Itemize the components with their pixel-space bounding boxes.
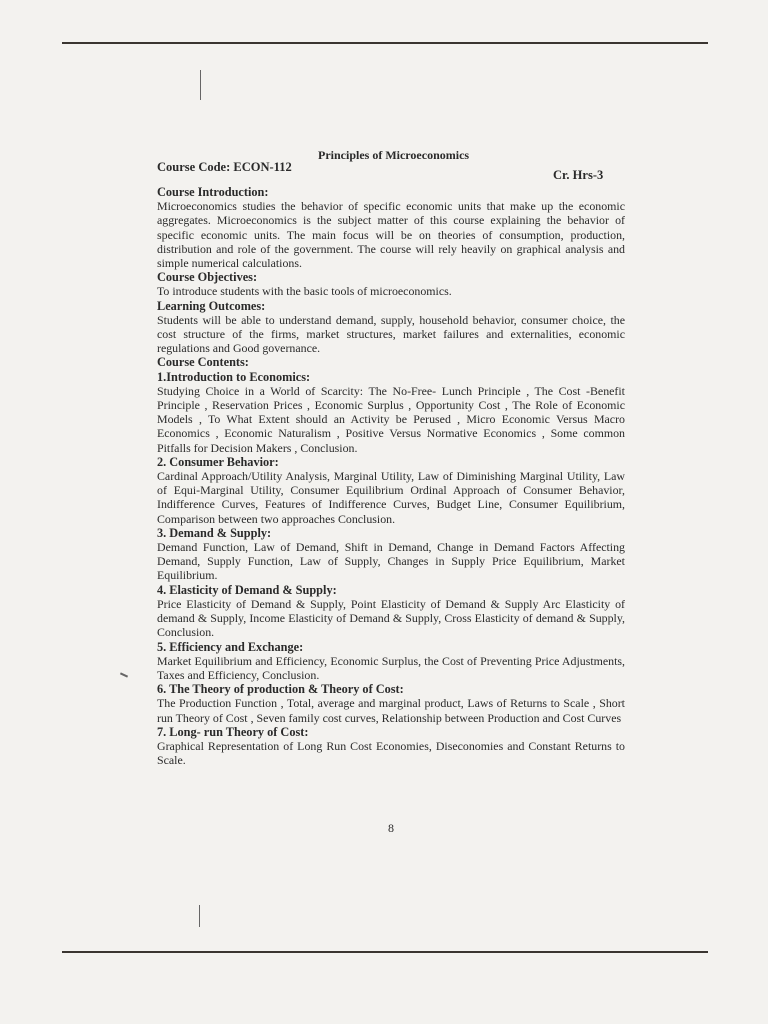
section-heading: 4. Elasticity of Demand & Supply: <box>157 582 337 597</box>
section-long-run-cost <box>157 725 625 768</box>
section-heading: 1.Introduction to Economics: <box>157 369 311 384</box>
section-heading: Course Introduction: <box>157 185 269 199</box>
credit-hours: Cr. Hrs-3 <box>553 168 604 182</box>
section-heading: 3. Demand & Supply: <box>157 525 272 540</box>
scan-mark <box>120 672 128 677</box>
section-efficiency-exchange <box>157 640 625 683</box>
document-title: Principles of Microeconomics <box>318 148 470 162</box>
course-code: Course Code: ECON-112 <box>157 160 292 174</box>
section-text: To introduce students with the basic tools of microeconomics. <box>157 284 452 299</box>
bottom-page-edge <box>62 951 708 953</box>
section-heading: 6. The Theory of production & Theory of Cost: <box>157 682 404 697</box>
section-text: Graphical Representation of Long Run Cost Economies, Diseconomies and Constant Returns to Scale. <box>157 738 625 768</box>
scan-mark <box>199 905 200 927</box>
section-heading: 2. Consumer Behavior: <box>157 454 279 469</box>
section-text: Price Elasticity of Demand & Supply, Point Elasticity of Demand & Supply Arc Elasticity of demand & Supply, Income Elasticity of Demand & Supply, Cross Elasticity of demand & Supply, Conclusion. <box>157 596 625 640</box>
section-course-contents <box>157 355 625 369</box>
section-elasticity <box>157 583 625 640</box>
section-consumer-behavior <box>157 455 625 526</box>
section-text: The Production Function , Total, average and marginal product, Laws of Returns to Scale , Short run Theory of Cost , Seven family cost curves, Relationship between Production and Cost Curves <box>157 696 625 725</box>
section-text: Students will be able to understand demand, supply, household behavior, consumer choice, the cost structure of the firms, market structures, market failures and externalities, economic regulations and Good governance. <box>157 312 625 356</box>
section-course-introduction <box>157 185 625 270</box>
section-text: Demand Function, Law of Demand, Shift in Demand, Change in Demand Factors Affecting Demand, Supply Function, Law of Supply, Changes in Supply Price Equilibrium, Market Equilibrium. <box>157 540 625 583</box>
section-heading: Learning Outcomes: <box>157 298 266 313</box>
top-page-edge <box>62 42 708 44</box>
section-heading: Course Objectives: <box>157 270 258 285</box>
section-demand-supply <box>157 526 625 583</box>
section-introduction-to-economics <box>157 370 625 455</box>
section-text: Cardinal Approach/Utility Analysis, Marginal Utility, Law of Diminishing Marginal Utility, Law of Equi-Marginal Utility, Consumer Equilibrium Ordinal Approach of Consumer Behavior, Indifference Curves, Features of Indifference Curves, Budget Line, Consumer Equilibrium, Comparison between two approaches Conclusion. <box>157 469 625 526</box>
section-heading: 5. Efficiency and Exchange: <box>157 639 304 654</box>
section-heading: 7. Long- run Theory of Cost: <box>157 724 309 739</box>
page-number: 8 <box>388 821 394 835</box>
section-theory-of-production <box>157 682 625 725</box>
section-learning-outcomes <box>157 299 625 356</box>
section-text: Market Equilibrium and Efficiency, Economic Surplus, the Cost of Preventing Price Adjustments, Taxes and Efficiency, Conclusion. <box>157 653 625 682</box>
document-body <box>157 185 625 767</box>
section-text: Microeconomics studies the behavior of specific economic units that make up the economic aggregates. Microeconomics is the subject matter of this course explaining the behavior of specific economic units. The main focus will be on theories of consumption, production, distribution and role of the government. The course will rely heavily on graphical analysis and simple numerical calculations. <box>157 199 625 271</box>
section-text: Studying Choice in a World of Scarcity: The No-Free- Lunch Principle , The Cost -Benefit Principle , Reservation Prices , Economic Surplus , Opportunity Cost , The Role of Economic Models , To What Extent should an Activity be Perused , Micro Economic Versus Macro Economics , Economic Naturalism , Positive Versus Normative Economics , Some common Pitfalls for Decision Makers , Conclusion. <box>157 383 625 455</box>
section-course-objectives <box>157 270 625 298</box>
section-heading: Course Contents: <box>157 355 249 370</box>
scan-mark <box>200 70 201 100</box>
